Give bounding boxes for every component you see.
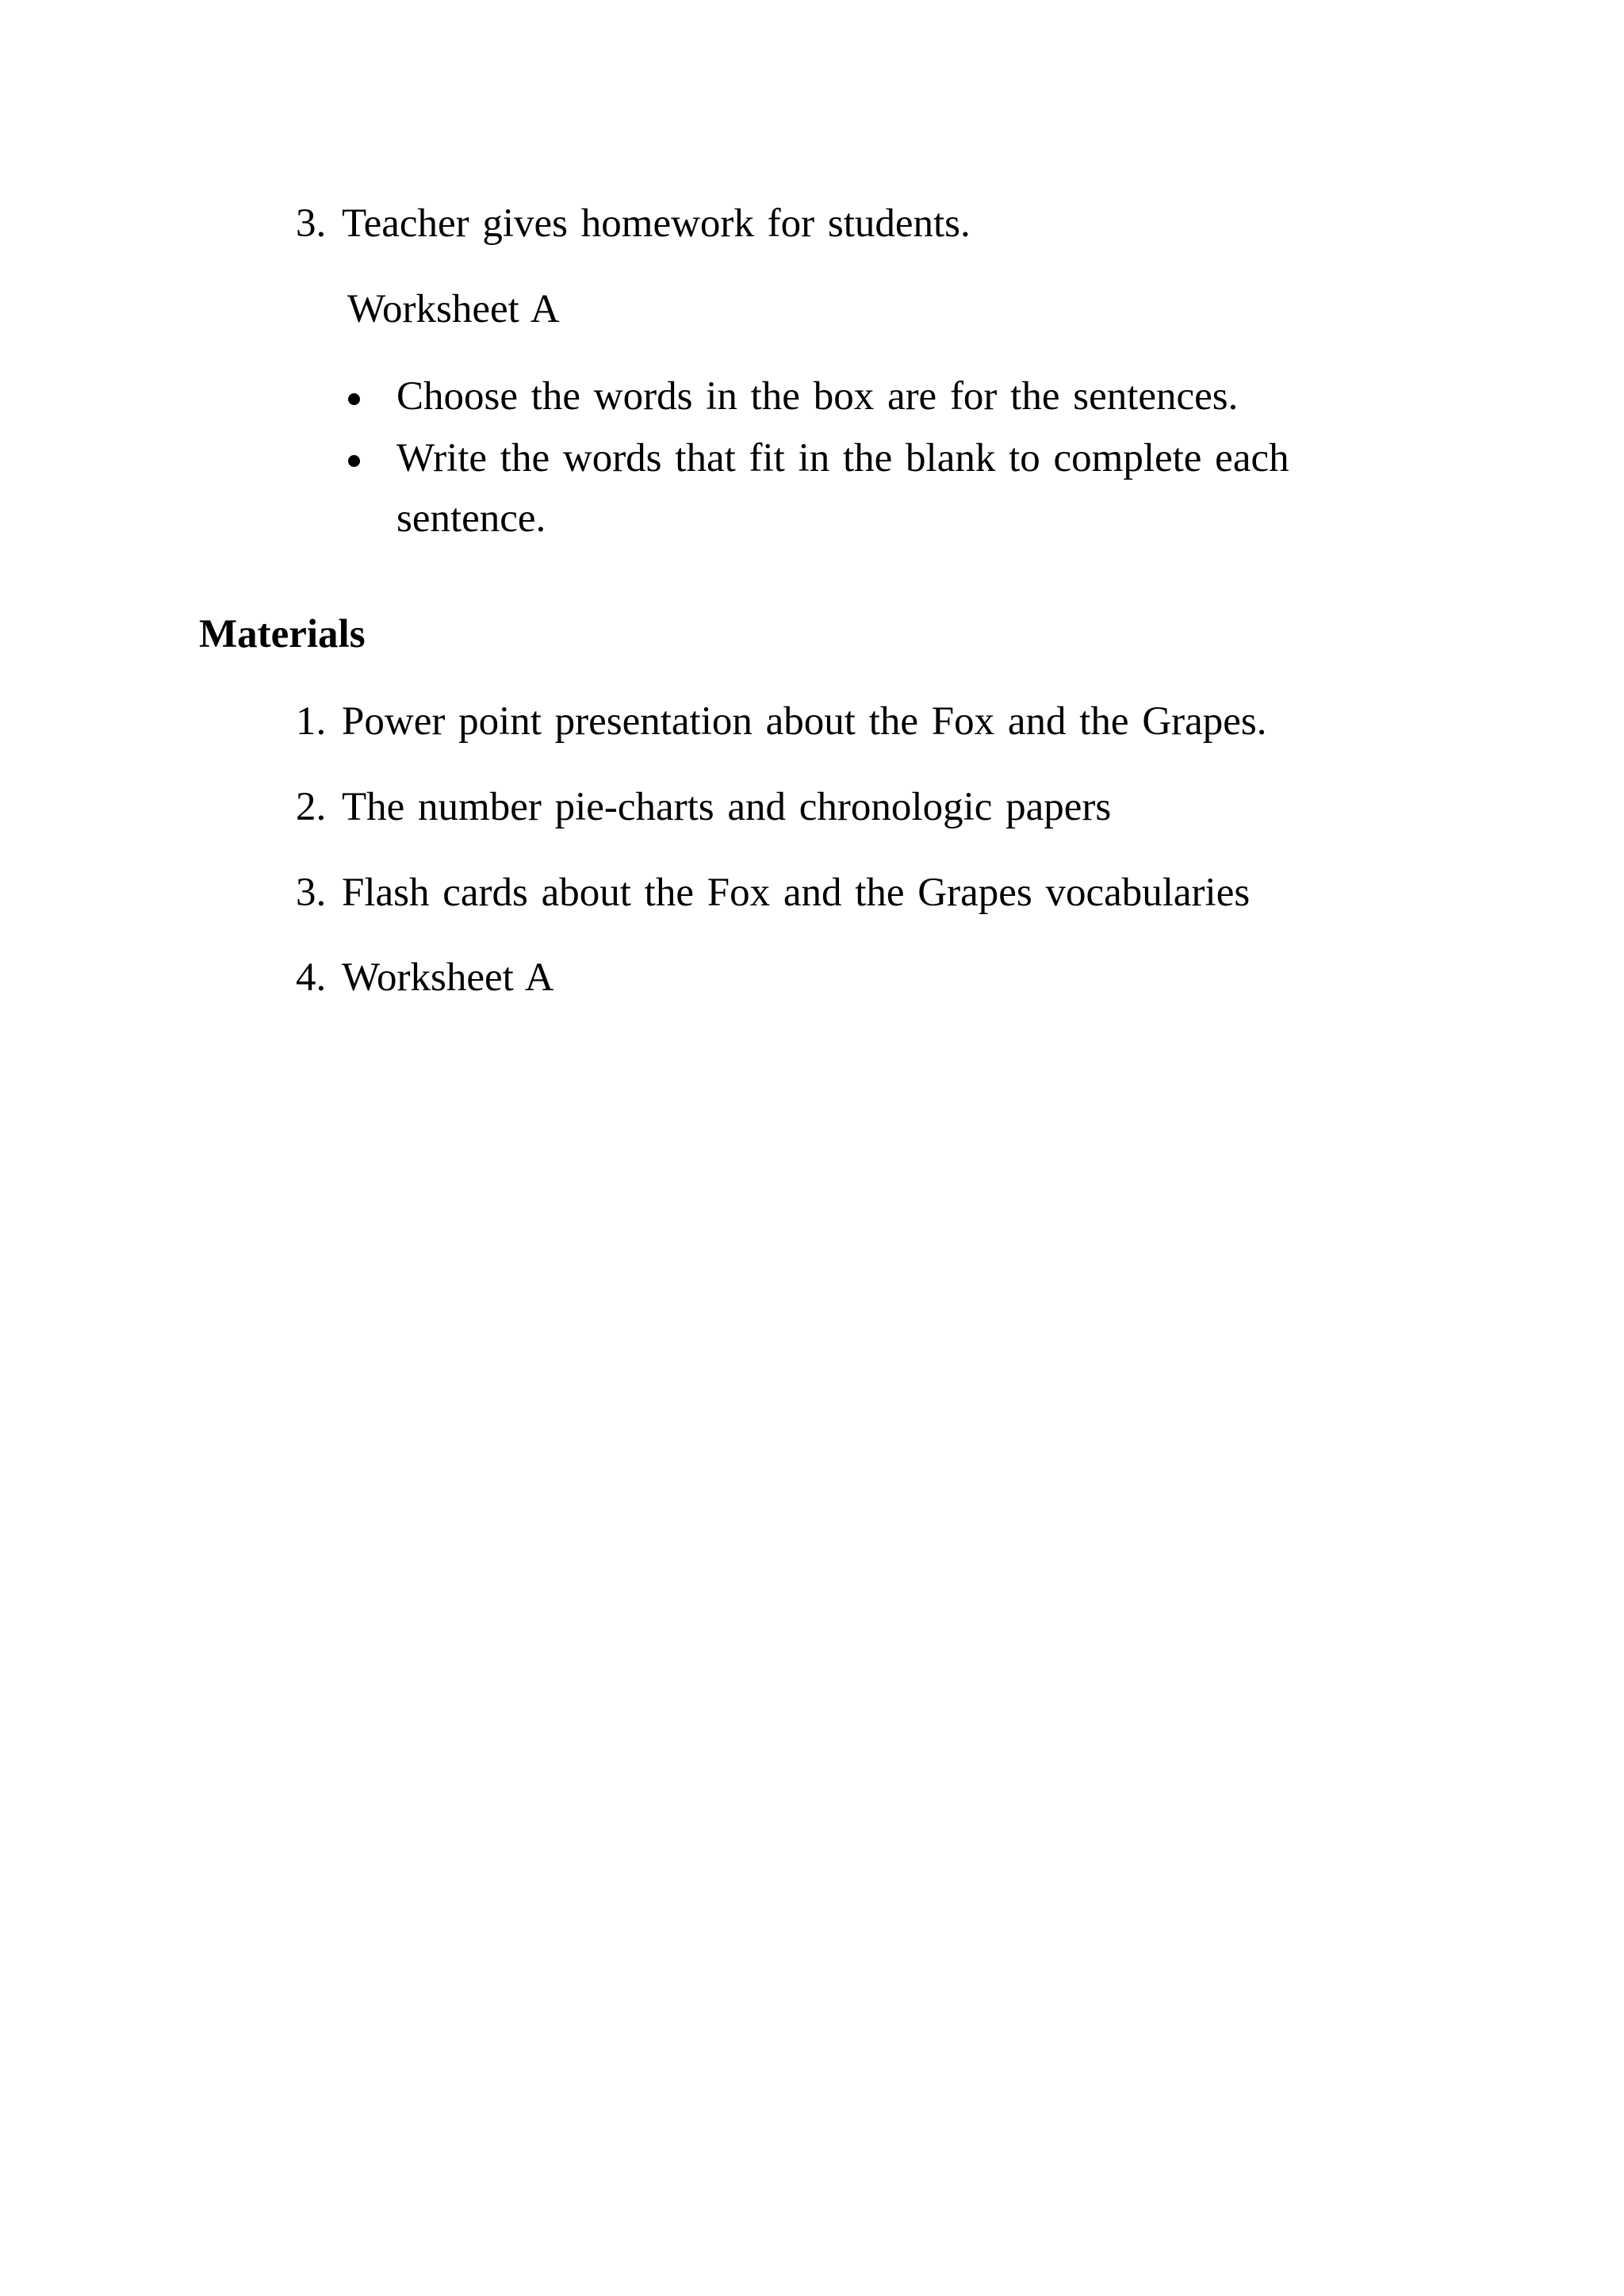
materials-item-number: 2. xyxy=(296,785,327,829)
bullet-item-2-line-2: sentence. xyxy=(396,496,546,541)
materials-item xyxy=(296,954,554,1001)
bullet-dot-icon xyxy=(348,455,360,467)
materials-item-number: 1. xyxy=(296,699,327,744)
materials-item xyxy=(296,869,1250,916)
materials-item-text: The number pie-charts and chronologic papers xyxy=(342,785,1112,829)
bullet-item-1: Choose the words in the box are for the sentences. xyxy=(396,374,1239,419)
homework-step-text: Teacher gives homework for students. xyxy=(342,201,971,246)
materials-item-text: Worksheet A xyxy=(342,955,554,1000)
materials-item-text: Power point presentation about the Fox and the Grapes. xyxy=(342,699,1267,744)
homework-step xyxy=(296,200,971,247)
materials-heading: Materials xyxy=(199,612,366,656)
materials-item-number: 3. xyxy=(296,871,327,915)
bullet-item-2-line-1: Write the words that fit in the blank to complete each xyxy=(396,436,1289,480)
materials-item-number: 4. xyxy=(296,955,327,1000)
materials-item xyxy=(296,783,1111,831)
worksheet-label: Worksheet A xyxy=(347,287,560,331)
homework-step-number: 3. xyxy=(296,201,327,246)
materials-item-text: Flash cards about the Fox and the Grapes vocabularies xyxy=(342,871,1251,915)
bullet-dot-icon xyxy=(348,393,360,405)
materials-item xyxy=(296,698,1267,745)
